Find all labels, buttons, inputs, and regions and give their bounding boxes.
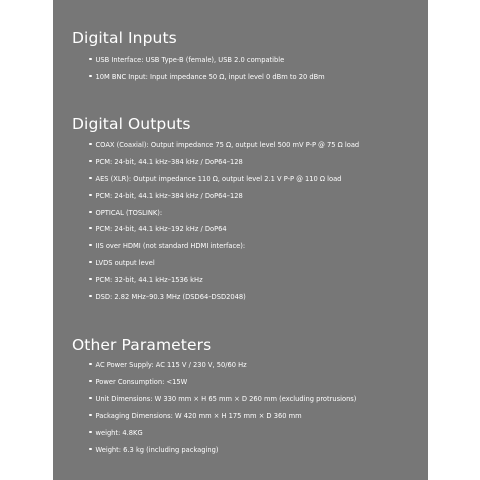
spec-item (89, 430, 143, 437)
spec-item-text: AC Power Supply: AC 115 V / 230 V, 50/60 Hz (95, 361, 247, 369)
bullet-icon (89, 380, 92, 383)
spec-item-text: Packaging Dimensions: W 420 mm × H 175 mm × D 360 mm (95, 412, 302, 420)
spec-item (89, 379, 187, 386)
spec-item (89, 260, 155, 267)
spec-item (89, 413, 302, 420)
spec-item-text: PCM: 24-bit, 44.1 kHz–192 kHz / DoP64 (95, 225, 227, 233)
spec-item (89, 277, 203, 284)
spec-item (89, 74, 325, 81)
spec-item (89, 142, 359, 149)
spec-item-text: IIS over HDMI (not standard HDMI interface): (95, 242, 246, 250)
bullet-icon (89, 431, 92, 434)
spec-item-text: USB Interface: USB Type-B (female), USB 2.0 compatible (95, 56, 285, 64)
bullet-icon (89, 261, 92, 264)
spec-item (89, 396, 356, 403)
section-title-digital-outputs: Digital Outputs (72, 115, 191, 133)
bullet-icon (89, 177, 92, 180)
spec-item (89, 210, 162, 217)
bullet-icon (89, 414, 92, 417)
bullet-icon (89, 397, 92, 400)
spec-item-text: COAX (Coaxial): Output impedance 75 Ω, output level 500 mV P-P @ 75 Ω load (95, 141, 360, 149)
spec-item-text: Weight: 6.3 kg (including packaging) (95, 446, 219, 454)
spec-item (89, 57, 284, 64)
bullet-icon (89, 143, 92, 146)
bullet-icon (89, 194, 92, 197)
spec-item (89, 176, 341, 183)
spec-item-text: weight: 4.8KG (95, 429, 143, 437)
spec-item (89, 159, 243, 166)
bullet-icon (89, 211, 92, 214)
bullet-icon (89, 75, 92, 78)
spec-item-text: DSD: 2.82 MHz–90.3 MHz (DSD64–DSD2048) (95, 293, 246, 301)
spec-item-text: PCM: 24-bit, 44.1 kHz–384 kHz / DoP64–128 (95, 158, 243, 166)
spec-item (89, 294, 246, 301)
spec-panel (53, 0, 428, 480)
bullet-icon (89, 58, 92, 61)
section-title-other-parameters: Other Parameters (72, 336, 212, 354)
spec-item-text: 10M BNC Input: Input impedance 50 Ω, input level 0 dBm to 20 dBm (95, 73, 325, 81)
bullet-icon (89, 244, 92, 247)
spec-item-text: Power Consumption: <15W (95, 378, 188, 386)
spec-item (89, 243, 245, 250)
spec-item-text: PCM: 32-bit, 44.1 kHz–1536 kHz (95, 276, 203, 284)
spec-item-text: AES (XLR): Output impedance 110 Ω, output level 2.1 V P-P @ 110 Ω load (95, 175, 342, 183)
bullet-icon (89, 278, 92, 281)
spec-item-text: PCM: 24-bit, 44.1 kHz–384 kHz / DoP64–128 (95, 192, 243, 200)
spec-item (89, 193, 243, 200)
spec-item-text: OPTICAL (TOSLINK): (95, 209, 163, 217)
spec-item (89, 226, 227, 233)
spec-item (89, 447, 218, 454)
spec-item (89, 362, 247, 369)
bullet-icon (89, 295, 92, 298)
bullet-icon (89, 448, 92, 451)
section-title-digital-inputs: Digital Inputs (72, 29, 177, 47)
spec-item-text: LVDS output level (95, 259, 155, 267)
spec-item-text: Unit Dimensions: W 330 mm × H 65 mm × D 260 mm (excluding protrusions) (95, 395, 357, 403)
bullet-icon (89, 160, 92, 163)
bullet-icon (89, 227, 92, 230)
bullet-icon (89, 363, 92, 366)
